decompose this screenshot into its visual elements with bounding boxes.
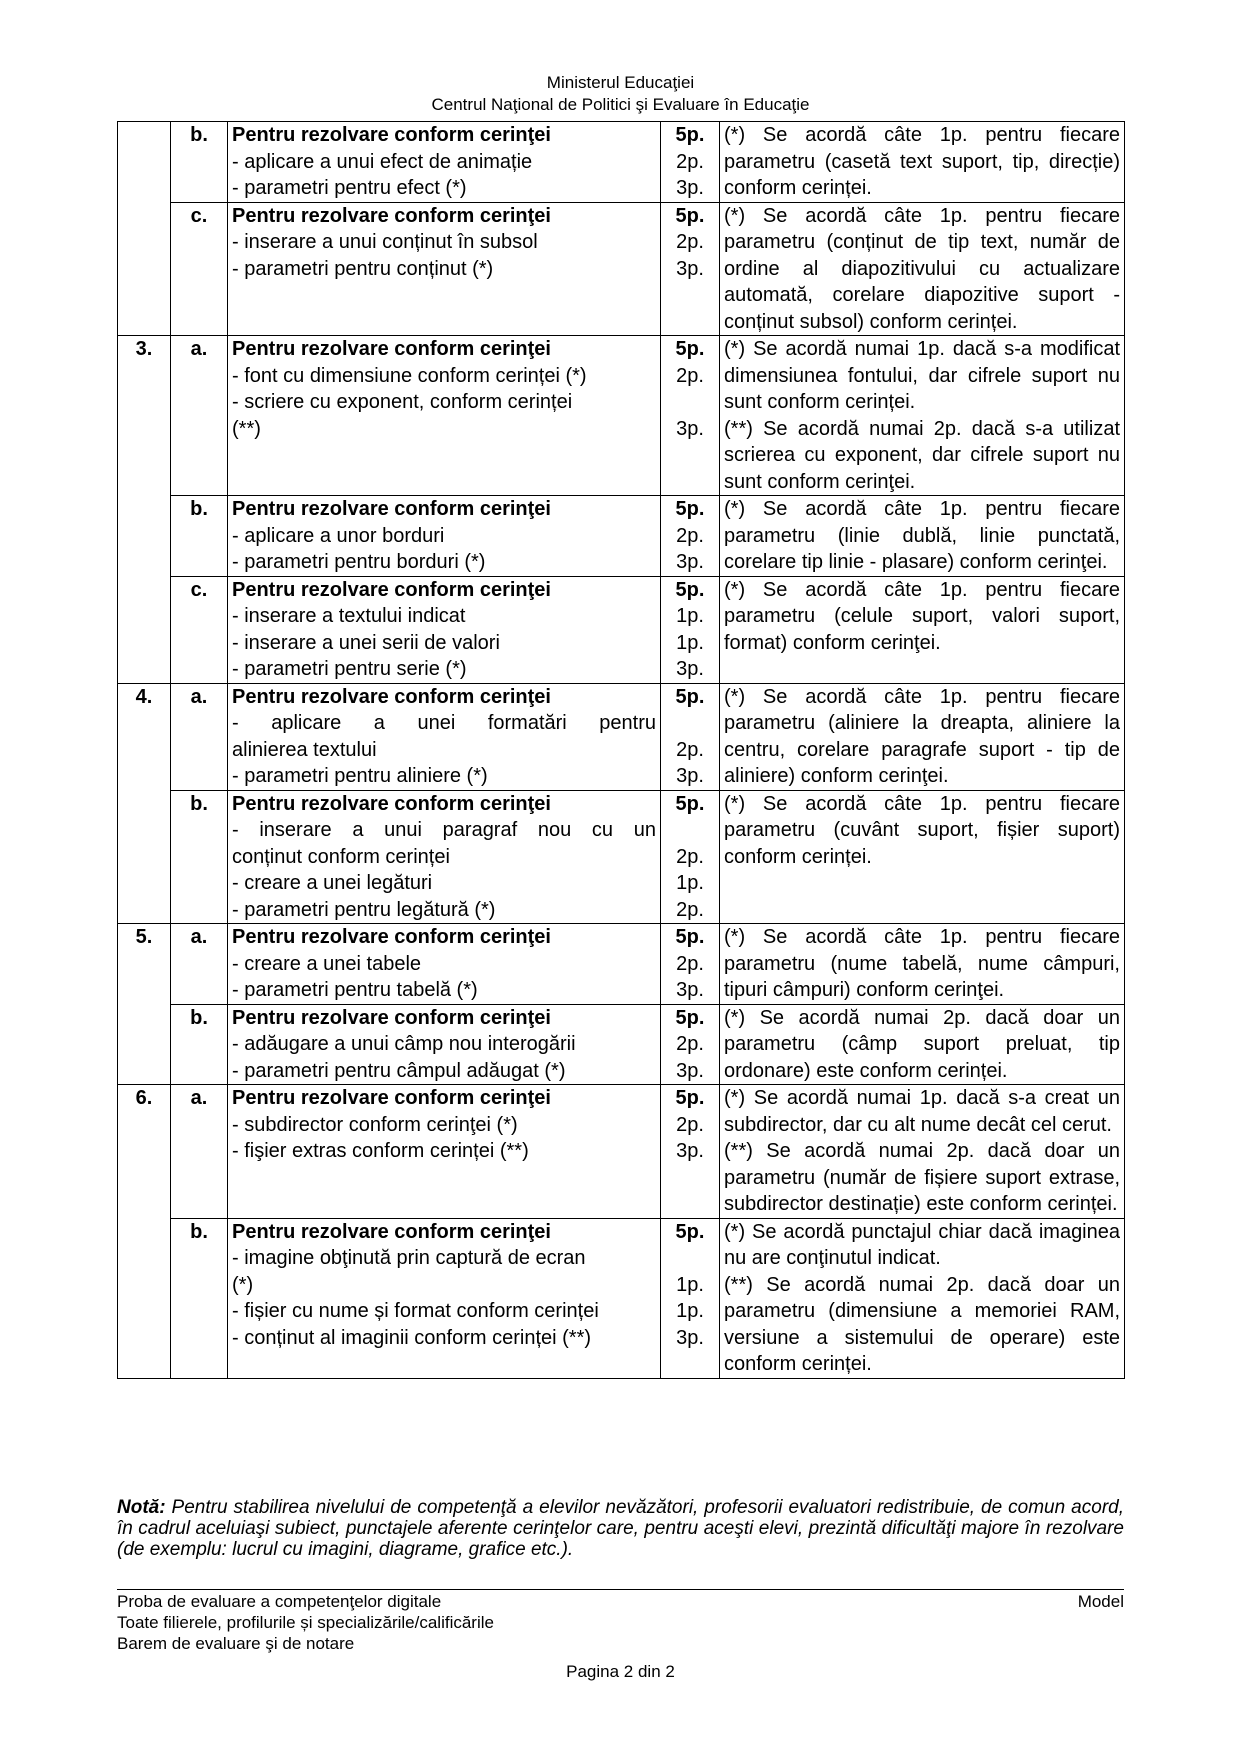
requirement-title: Pentru rezolvare conform cerinţei [232, 124, 551, 146]
points-item: 3p. [676, 765, 704, 787]
center-name: Centrul Naţional de Politici şi Evaluare în Educaţie [431, 95, 810, 114]
requirement-line: - parametri pentru conținut (*) [232, 257, 494, 280]
grading-observation [720, 790, 1125, 924]
points-total: 5p. [675, 1006, 705, 1029]
points-column [661, 122, 720, 203]
table-row [118, 336, 1125, 496]
points-item: 3p. [676, 1326, 704, 1349]
requirement-title: Pentru rezolvare conform cerinţei [232, 792, 551, 815]
observation-text: (*) Se acordă numai 1p. dacă s-a modificat dimensiunea fontului, dar cifrele suport nu sunt conform cerinței. [724, 338, 1120, 413]
observation-text: (**) Se acordă numai 2p. dacă s-a utilizat scrierea cu exponent, dar cifrele suport nu sunt conform cerinţei. [724, 417, 1120, 493]
table-row [118, 122, 1125, 203]
footer-exam-name: Proba de evaluare a competenţelor digitale [117, 1592, 442, 1611]
points-item: 3p. [676, 1059, 704, 1082]
observation-text: (**) Se acordă numai 2p. dacă doar un parametru (dimensiune a memoriei RAM, versiune a sistemului de operare) este conform cerinței. [724, 1273, 1120, 1375]
item-letter: b. [171, 1004, 228, 1085]
requirement-line: - parametri pentru efect (*) [232, 177, 467, 199]
ministry-name: Ministerul Educaţiei [546, 73, 695, 92]
item-letter: a. [171, 1085, 228, 1219]
requirement-title: Pentru rezolvare conform cerinţei [232, 685, 551, 708]
table-row [118, 1085, 1125, 1219]
points-column [661, 496, 720, 577]
points-total: 5p. [675, 792, 705, 815]
grading-observation [720, 202, 1125, 336]
points-item: 2p. [676, 845, 704, 868]
points-total: 5p. [675, 498, 705, 520]
requirement-description [228, 336, 661, 496]
points-item: 2p. [676, 1033, 704, 1055]
observation-text: (*) Se acordă câte 1p. pentru fiecare parametru (nume tabelă, nume câmpuri, tipuri câmpuri) conform cerinţei. [724, 926, 1120, 1001]
points-item: 1p. [676, 631, 704, 654]
points-total: 5p. [675, 124, 705, 146]
requirement-line: (**) [232, 417, 261, 440]
points-item: 2p. [676, 231, 704, 253]
requirement-title: Pentru rezolvare conform cerinţei [232, 1220, 551, 1243]
page-number: Pagina 2 din 2 [566, 1662, 675, 1681]
footer-model: Model [1077, 1592, 1124, 1611]
note-text: Pentru stabilirea nivelului de competenţă a elevilor nevăzători, profesorii evaluatori redistribuie, de comun acord, în cadrul aceluiaşi subiect, punctajele aferente cerinţelor care, pentru aceşti elevi, prezintă dificultăţi majore în rezolvare (de exemplu: lucrul cu imagini, diagrame, grafice etc.). [117, 1497, 1124, 1560]
observation-text: (*) Se acordă câte 1p. pentru fiecare parametru (conținut de tip text, număr de ordine al diapozitivului cu actualizare automată, corelare diapozitive suport - conținut subsol) conform cerinței. [724, 204, 1120, 333]
item-letter: b. [171, 1218, 228, 1378]
points-item: 2p. [676, 364, 704, 387]
points-item: 1p. [676, 872, 704, 894]
requirement-line: - parametri pentru câmpul adăugat (*) [232, 1059, 566, 1082]
observation-text: (*) Se acordă câte 1p. pentru fiecare parametru (aliniere la dreapta, aliniere la centru, corelare paragrafe suport - tip de aliniere) conform cerinţei. [724, 685, 1120, 787]
grading-observation [720, 496, 1125, 577]
observation-text: (*) Se acordă punctajul chiar dacă imaginea nu are conţinutul indicat. [724, 1220, 1120, 1269]
item-letter: b. [171, 122, 228, 203]
note-label: Notă: [117, 1497, 166, 1518]
requirement-line: - creare a unei legături [232, 872, 433, 894]
requirement-line: - parametri pentru borduri (*) [232, 551, 486, 573]
points-column [661, 683, 720, 790]
item-number: 6. [118, 1085, 171, 1379]
requirement-line: - aplicare a unui efect de animație [232, 150, 533, 173]
points-total: 5p. [675, 685, 705, 708]
points-item: 3p. [676, 257, 704, 280]
grading-observation [720, 576, 1125, 683]
requirement-line: - imagine obţinută prin captură de ecran [232, 1247, 586, 1269]
grading-observation [720, 1004, 1125, 1085]
requirement-line: - aplicare a unor borduri [232, 524, 445, 547]
grading-table [117, 121, 1125, 1379]
points-item: 1p. [676, 605, 704, 627]
points-column [661, 790, 720, 924]
item-letter: a. [171, 683, 228, 790]
points-item [665, 710, 715, 737]
requirement-line: - inserare a unui paragraf nou cu un [232, 819, 656, 841]
requirement-description [228, 122, 661, 203]
points-item [665, 817, 715, 844]
requirement-line: - adăugare a unui câmp nou interogării [232, 1033, 576, 1055]
table-row [118, 1004, 1125, 1085]
points-item: 3p. [676, 979, 704, 1001]
points-item [665, 389, 715, 416]
table-row [118, 683, 1125, 790]
footer-scheme: Barem de evaluare şi de notare [117, 1634, 355, 1653]
item-letter: b. [171, 790, 228, 924]
requirement-description [228, 1085, 661, 1219]
item-letter: c. [171, 576, 228, 683]
item-letter: c. [171, 202, 228, 336]
points-item: 3p. [676, 1140, 704, 1162]
note [117, 1497, 1124, 1560]
observation-text: (*) Se acordă numai 1p. dacă s-a creat un subdirector, dar cu alt nume decât cel cerut. [724, 1087, 1120, 1136]
points-column [661, 924, 720, 1005]
requirement-line: - aplicare a unei formatări pentru [232, 712, 656, 734]
item-number: 3. [118, 336, 171, 684]
footer-divider [117, 1589, 1124, 1590]
footer-tracks: Toate filierele, profilurile și specializările/calificările [117, 1613, 494, 1632]
points-total: 5p. [675, 926, 705, 948]
requirement-description [228, 1004, 661, 1085]
requirement-line: (*) [232, 1273, 254, 1296]
requirement-line: - inserare a unui conținut în subsol [232, 231, 538, 253]
table-row [118, 576, 1125, 683]
points-item: 2p. [676, 898, 704, 921]
grading-observation [720, 1085, 1125, 1219]
requirement-description [228, 1218, 661, 1378]
table-row [118, 790, 1125, 924]
requirement-line: - parametri pentru serie (*) [232, 658, 467, 680]
points-column [661, 202, 720, 336]
requirement-line: - inserare a textului indicat [232, 605, 466, 627]
requirement-line: - parametri pentru legătură (*) [232, 898, 496, 921]
grading-observation [720, 122, 1125, 203]
requirement-line: - fişier extras conform cerinței (**) [232, 1140, 529, 1162]
points-total: 5p. [675, 578, 705, 601]
item-number: 5. [118, 924, 171, 1085]
table-row [118, 202, 1125, 336]
requirement-title: Pentru rezolvare conform cerinţei [232, 204, 551, 227]
observation-text: (**) Se acordă numai 2p. dacă doar un parametru (număr de fișiere suport extrase, subdirector destinație) este conform cerinței. [724, 1140, 1120, 1215]
points-column [661, 1004, 720, 1085]
observation-text: (*) Se acordă câte 1p. pentru fiecare parametru (celule suport, valori suport, format) conform cerinţei. [724, 578, 1120, 654]
requirement-line: - fișier cu nume și format conform cerinței [232, 1300, 599, 1322]
table-row [118, 1218, 1125, 1378]
table-row [118, 496, 1125, 577]
grading-observation [720, 683, 1125, 790]
points-item [665, 1245, 715, 1272]
table-row [118, 924, 1125, 1005]
points-item: 2p. [676, 1113, 704, 1136]
requirement-line: - parametri pentru aliniere (*) [232, 765, 488, 787]
item-number: 4. [118, 683, 171, 924]
points-item: 2p. [676, 952, 704, 975]
requirement-title: Pentru rezolvare conform cerinţei [232, 498, 551, 520]
points-column [661, 576, 720, 683]
points-item: 2p. [676, 150, 704, 173]
points-item: 3p. [676, 551, 704, 573]
points-total: 5p. [675, 204, 705, 227]
observation-text: (*) Se acordă câte 1p. pentru fiecare parametru (linie dublă, linie punctată, corelare tip linie - plasare) conform cerinţei. [724, 498, 1120, 573]
requirement-title: Pentru rezolvare conform cerinţei [232, 1006, 551, 1029]
observation-text: (*) Se acordă numai 2p. dacă doar un parametru (câmp suport preluat, tip ordonare) este conform cerinței. [724, 1006, 1120, 1082]
requirement-line: - scriere cu exponent, conform cerinței [232, 391, 573, 413]
requirement-title: Pentru rezolvare conform cerinţei [232, 338, 551, 360]
points-item: 2p. [676, 524, 704, 547]
requirement-line: alinierea textului [232, 738, 377, 761]
points-column [661, 1218, 720, 1378]
requirement-description [228, 202, 661, 336]
requirement-description [228, 924, 661, 1005]
points-total: 5p. [675, 1087, 705, 1109]
requirement-description [228, 683, 661, 790]
requirement-line: - creare a unei tabele [232, 952, 422, 975]
requirement-description [228, 576, 661, 683]
requirement-line: - font cu dimensiune conform cerinței (*) [232, 364, 587, 387]
points-item: 3p. [676, 417, 704, 440]
requirement-line: - inserare a unei serii de valori [232, 631, 500, 654]
points-column [661, 1085, 720, 1219]
requirement-line: - conținut al imaginii conform cerinței (**) [232, 1326, 592, 1349]
points-total: 5p. [675, 1220, 705, 1243]
requirement-line: - subdirector conform cerinţei (*) [232, 1113, 518, 1136]
observation-text: (*) Se acordă câte 1p. pentru fiecare parametru (casetă text suport, tip, direcție) conform cerinței. [724, 124, 1120, 199]
item-letter: a. [171, 924, 228, 1005]
item-number [118, 122, 171, 336]
requirement-title: Pentru rezolvare conform cerinţei [232, 926, 551, 948]
requirement-line: - parametri pentru tabelă (*) [232, 979, 478, 1001]
points-total: 5p. [675, 338, 705, 360]
points-item: 3p. [676, 658, 704, 680]
points-item: 1p. [676, 1300, 704, 1322]
observation-text: (*) Se acordă câte 1p. pentru fiecare parametru (cuvânt suport, fișier suport) conform cerinței. [724, 792, 1120, 868]
requirement-line: conținut conform cerinței [232, 845, 450, 868]
grading-observation [720, 924, 1125, 1005]
item-letter: b. [171, 496, 228, 577]
grading-observation [720, 336, 1125, 496]
item-letter: a. [171, 336, 228, 496]
requirement-title: Pentru rezolvare conform cerinţei [232, 1087, 551, 1109]
points-item: 1p. [676, 1273, 704, 1296]
requirement-description [228, 790, 661, 924]
points-column [661, 336, 720, 496]
points-item: 3p. [676, 177, 704, 199]
requirement-description [228, 496, 661, 577]
requirement-title: Pentru rezolvare conform cerinţei [232, 578, 551, 601]
grading-observation [720, 1218, 1125, 1378]
points-item: 2p. [676, 738, 704, 761]
